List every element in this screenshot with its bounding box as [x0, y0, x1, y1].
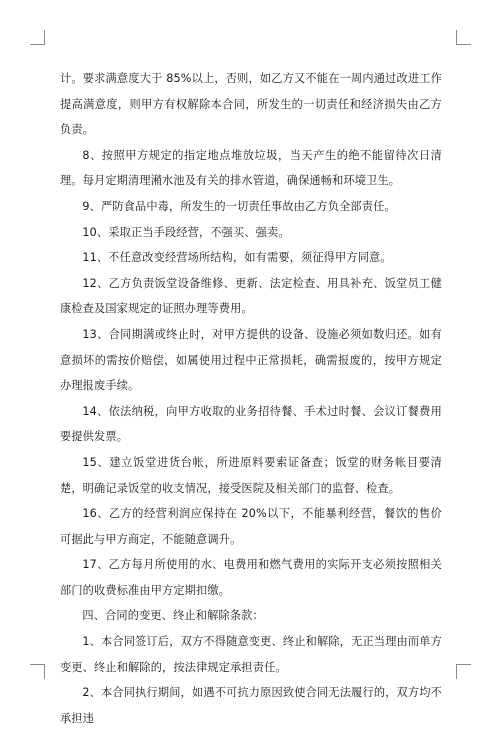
paragraph: 9、严防食品中毒，所发生的一切责任事故由乙方负全部责任。 — [82, 199, 396, 213]
section-heading: 四、合同的变更、终止和解除条款： — [82, 609, 264, 623]
crop-mark-bottom-right — [456, 664, 471, 679]
paragraph: 2、本合同执行期间，如遇不可抗力原因致使合同无法履行的，双方均不承担违 — [60, 686, 442, 725]
paragraph: 14、依法纳税，向甲方收取的业务招待餐、手术过时餐、会议订餐费用要提供发票。 — [60, 404, 442, 444]
crop-mark-top-right — [456, 30, 471, 45]
paragraph: 17、乙方每月所使用的水、电费用和燃气费用的实际开支必须按照相关部门的收费标准由甲方定期扣缴。 — [60, 558, 442, 597]
crop-mark-top-left — [30, 30, 45, 45]
paragraph: 15、建立饭堂进货台帐，所进原料要索证备查；饭堂的财务帐目要清楚，明确记录饭堂的收支情况，接受医院及相关部门的监督、检查。 — [60, 455, 442, 495]
paragraph: 11、不任意改变经营场所结构，如有需要，须征得甲方同意。 — [82, 251, 392, 265]
paragraph: 10、采取正当手段经营，不强买、强卖。 — [82, 225, 290, 239]
paragraph: 12、乙方负责饭堂设备维修、更新、法定检查、用具补充、饭堂员工健康检查及国家规定的证照办理等费用。 — [60, 276, 442, 316]
paragraph: 8、按照甲方规定的指定地点堆放垃圾，当天产生的绝不能留待次日清理。每月定期清理潲水池及有关的排水管道，确保通畅和环境卫生。 — [60, 148, 442, 188]
document-body — [60, 66, 442, 731]
paragraph: 13、合同期满或终止时，对甲方提供的设备、设施必须如数归还。如有意损坏的需按价赔偿，如属使用过程中正常损耗，确需报废的，按甲方规定办理报废手续。 — [60, 327, 442, 393]
paragraph: 1、本合同签订后，双方不得随意变更、终止和解除，无正当理由而单方变更、终止和解除的，按法律规定承担责任。 — [60, 635, 442, 674]
paragraph: 计。要求满意度大于 85%以上，否则，如乙方又不能在一周内通过改进工作提高满意度，则甲方有权解除本合同，所发生的一切责任和经济损失由乙方负责。 — [60, 72, 442, 137]
crop-mark-bottom-left — [30, 664, 45, 679]
paragraph: 16、乙方的经营利润应保持在 20%以下，不能暴利经营，餐饮的售价可据此与甲方商定，不能随意调升。 — [60, 507, 442, 546]
